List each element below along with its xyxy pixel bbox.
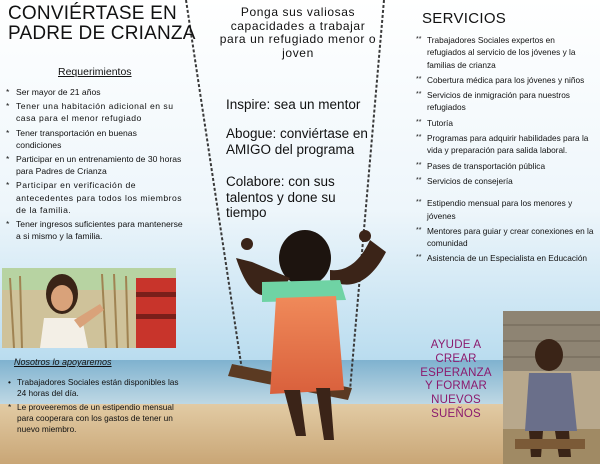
support-list: [8, 377, 188, 438]
service-item: ** Asistencia de un Especialista en Educación: [418, 252, 594, 264]
service-item: ** Servicios de consejería: [418, 175, 594, 187]
requirements-list: [6, 86, 184, 244]
boy-photo: [503, 311, 600, 464]
inspire-text: Inspire: sea un mentor: [226, 97, 361, 112]
services-list: [418, 34, 594, 268]
service-item: ** Programas para adquirir habilidades para la vida y preparación para salida laboral.: [418, 132, 594, 157]
tagline: Ponga sus valiosas capacidades a trabajar para un refugiado menor o joven: [219, 5, 377, 60]
services-heading: SERVICIOS: [422, 10, 507, 27]
requirements-heading: Requerimientos: [58, 66, 132, 78]
requirement-item: * Tener ingresos suficientes para mantenerse a si mismo y la familia.: [6, 218, 184, 242]
service-item: ** Trabajadores Sociales expertos en refugiados al servicio de los jóvenes y la familias de crianza: [418, 34, 594, 71]
collaborate-text: Colabore: con sus talentos y done su tiempo: [226, 174, 336, 220]
call-to-action: AYUDE A CREAR ESPERANZA Y FORMAR NUEVOS SUEÑOS: [420, 339, 492, 420]
service-item: ** Pases de transportación pública: [418, 160, 594, 172]
support-heading: Nosotros lo apoyaremos: [14, 357, 112, 367]
requirement-item: * Tener una habitación adicional en su casa para el menor refugiado: [6, 100, 184, 124]
service-item: ** Servicios de inmigración para nuestros refugiados: [418, 89, 594, 114]
service-item: ** Mentores para guiar y crear conexiones en la comunidad: [418, 225, 594, 250]
requirement-item: * Participar en verificación de antecedentes para todos los miembros de la familia.: [6, 179, 184, 216]
sponsor-text: Abogue: conviértase en AMIGO del programa: [226, 126, 368, 157]
service-item: ** Estipendio mensual para los menores y jóvenes: [418, 197, 594, 222]
requirement-item: * Tener transportación en buenas condiciones: [6, 127, 184, 151]
service-item: ** Tutoría: [418, 117, 594, 129]
girl-photo: [2, 268, 176, 348]
requirement-item: * Participar en un entrenamiento de 30 horas para Padres de Crianza: [6, 153, 184, 177]
brochure-title: CONVIÉRTASE EN PADRE DE CRIANZA: [8, 3, 196, 44]
service-item: ** Cobertura médica para los jóvenes y niños: [418, 74, 594, 86]
support-item: * Le proveeremos de un estipendio mensual para cooperara con los gastos de tener un nuevo miembro.: [8, 402, 188, 435]
requirement-item: * Ser mayor de 21 años: [6, 86, 184, 98]
support-item: • Trabajadores Sociales están disponibles las 24 horas del día.: [8, 377, 188, 399]
